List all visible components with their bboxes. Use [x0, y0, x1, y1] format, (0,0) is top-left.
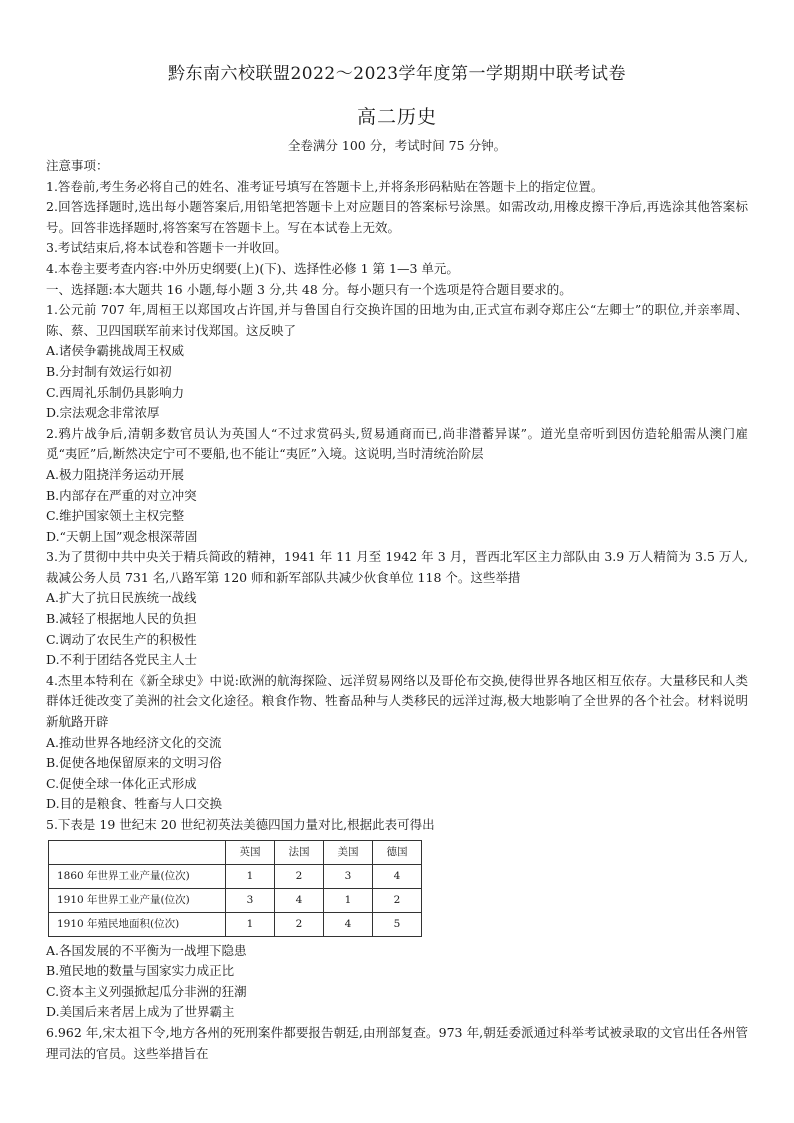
table-row-label: 1910 年世界工业产量(位次) [49, 888, 226, 912]
exam-subject: 高二历史 [356, 106, 437, 128]
question-stem: 1.公元前 707 年,周桓王以郑国攻占许国,并与鲁国自行交换许国的田地为由,正式宣布剥夺郑庄公“左卿士”的职位,并亲率周、陈、蔡、卫四国联军前来讨伐郑国。这反映了 [46, 302, 748, 338]
table-row-label: 1860 年世界工业产量(位次) [49, 864, 226, 888]
option-d: D.宗法观念非常浓厚 [46, 405, 160, 421]
question-4 [46, 671, 748, 815]
exam-meta: 全卷满分 100 分，考试时间 75 分钟。 [287, 138, 507, 153]
question-stem: 4.杰里本特利在《新全球史》中说:欧洲的航海探险、远洋贸易网络以及哥伦布交换,使得世界各地区相互依存。大量移民和人类群体迁徙改变了美洲的社会文化途径。粮食作物、牲畜品种与人类移民的远洋过海,极大地影响了全世界的各个社会。材料说明新航路开辟 [46, 672, 748, 730]
table-cell: 4 [373, 864, 422, 888]
option-d: D.美国后来者居上成为了世界霸主 [46, 1004, 235, 1020]
section-heading: 一、选择题:本大题共 16 小题,每小题 3 分,共 48 分。每小题只有一个选项是符合题目要求的。 [46, 281, 572, 297]
option-b: B.分封制有效运行如初 [46, 363, 172, 379]
option-d: D.不利于团结各党民主人士 [46, 652, 198, 668]
table-header-row [49, 840, 422, 864]
option-a: A.扩大了抗日民族统一战线 [46, 590, 197, 606]
option-d: D.目的是粮食、牲畜与人口交换 [46, 796, 223, 812]
table-cell: 1 [226, 912, 275, 936]
option-b: B.减轻了根据地人民的负担 [46, 611, 197, 627]
question-5 [46, 815, 748, 1023]
table-row [49, 912, 422, 936]
option-a: A.推动世界各地经济文化的交流 [46, 734, 222, 750]
table-row-label: 1910 年殖民地面积(位次) [49, 912, 226, 936]
option-a: A.极力阻挠洋务运动开展 [46, 466, 185, 482]
question-stem: 3.为了贯彻中共中央关于精兵简政的精神，1941 年 11 月至 1942 年 3 月，晋西北军区主力部队由 3.9 万人精简为 3.5 万人,裁减公务人员 731 名,八路军第 120 师和新军部队共减少伙食单位 118 个。这些举措 [46, 549, 748, 585]
table-corner-cell [49, 840, 226, 864]
question-2 [46, 424, 748, 548]
option-c: C.资本主义列强掀起瓜分非洲的狂潮 [46, 983, 247, 999]
power-comparison-table [48, 840, 422, 937]
option-c: C.促使全球一体化正式形成 [46, 775, 197, 791]
table-cell: 2 [275, 864, 324, 888]
table-cell: 1 [226, 864, 275, 888]
question-stem: 2.鸦片战争后,清朝多数官员认为英国人“不过求赏码头,贸易通商而已,尚非潜蓄异谋”。道光皇帝听到因仿造轮船需从澳门雇觅“夷匠”后,断然决定宁可不要船,也不能让“夷匠”入境。这说明,当时清统治阶层 [46, 425, 748, 462]
question-stem: 6.962 年,宋太祖下令,地方各州的死刑案件都要报告朝廷,由刑部复查。973 年,朝廷委派通过科举考试被录取的文官出任各州管理司法的官员。这些举措旨在 [46, 1024, 748, 1061]
option-a: A.各国发展的不平衡为一战埋下隐患 [46, 942, 247, 958]
notice-item: 4.本卷主要考查内容:中外历史纲要(上)(下)、选择性必修 1 第 1—3 单元。 [46, 260, 459, 276]
table-cell: 2 [275, 912, 324, 936]
option-c: C.西周礼乐制仍具影响力 [46, 384, 185, 400]
table-header-cell: 法国 [275, 840, 324, 864]
option-c: C.调动了农民生产的积极性 [46, 631, 197, 647]
table-row [49, 864, 422, 888]
table-cell: 3 [324, 864, 373, 888]
notice-item: 1.答卷前,考生务必将自己的姓名、准考证号填写在答题卡上,并将条形码粘贴在答题卡上的指定位置。 [46, 178, 604, 194]
option-d: D.“天朝上国”观念根深蒂固 [46, 528, 198, 544]
question-3 [46, 547, 748, 671]
question-stem: 5.下表是 19 世纪末 20 世纪初英法美德四国力量对比,根据此表可得出 [46, 817, 435, 832]
table-cell: 2 [373, 888, 422, 912]
option-c: C.维护国家领土主权完整 [46, 508, 185, 524]
option-b: B.殖民地的数量与国家实力成正比 [46, 963, 235, 979]
question-6 [46, 1023, 748, 1064]
table-header-cell: 英国 [226, 840, 275, 864]
table-cell: 4 [275, 888, 324, 912]
question-1 [46, 300, 748, 424]
option-b: B.促使各地保留原来的文明习俗 [46, 755, 222, 771]
exam-title: 黔东南六校联盟2022～2023学年度第一学期期中联考试卷 [167, 64, 627, 84]
option-b: B.内部存在严重的对立冲突 [46, 487, 197, 503]
notice-heading: 注意事项： [46, 158, 109, 173]
table-cell: 4 [324, 912, 373, 936]
notice-item: 3.考试结束后,将本试卷和答题卡一并收回。 [46, 240, 287, 256]
table-cell: 1 [324, 888, 373, 912]
table-cell: 5 [373, 912, 422, 936]
table-header-cell: 美国 [324, 840, 373, 864]
exam-content [46, 156, 748, 1064]
notice-item: 2.回答选择题时,选出每小题答案后,用铅笔把答题卡上对应题目的答案标号涂黑。如需改动,用橡皮擦干净后,再选涂其他答案标号。回答非选择题时,将答案写在答题卡上。写在本试卷上无效。 [46, 199, 748, 235]
option-a: A.诸侯争霸挑战周王权威 [46, 343, 185, 359]
table-cell: 3 [226, 888, 275, 912]
table-header-cell: 德国 [373, 840, 422, 864]
table-row [49, 888, 422, 912]
